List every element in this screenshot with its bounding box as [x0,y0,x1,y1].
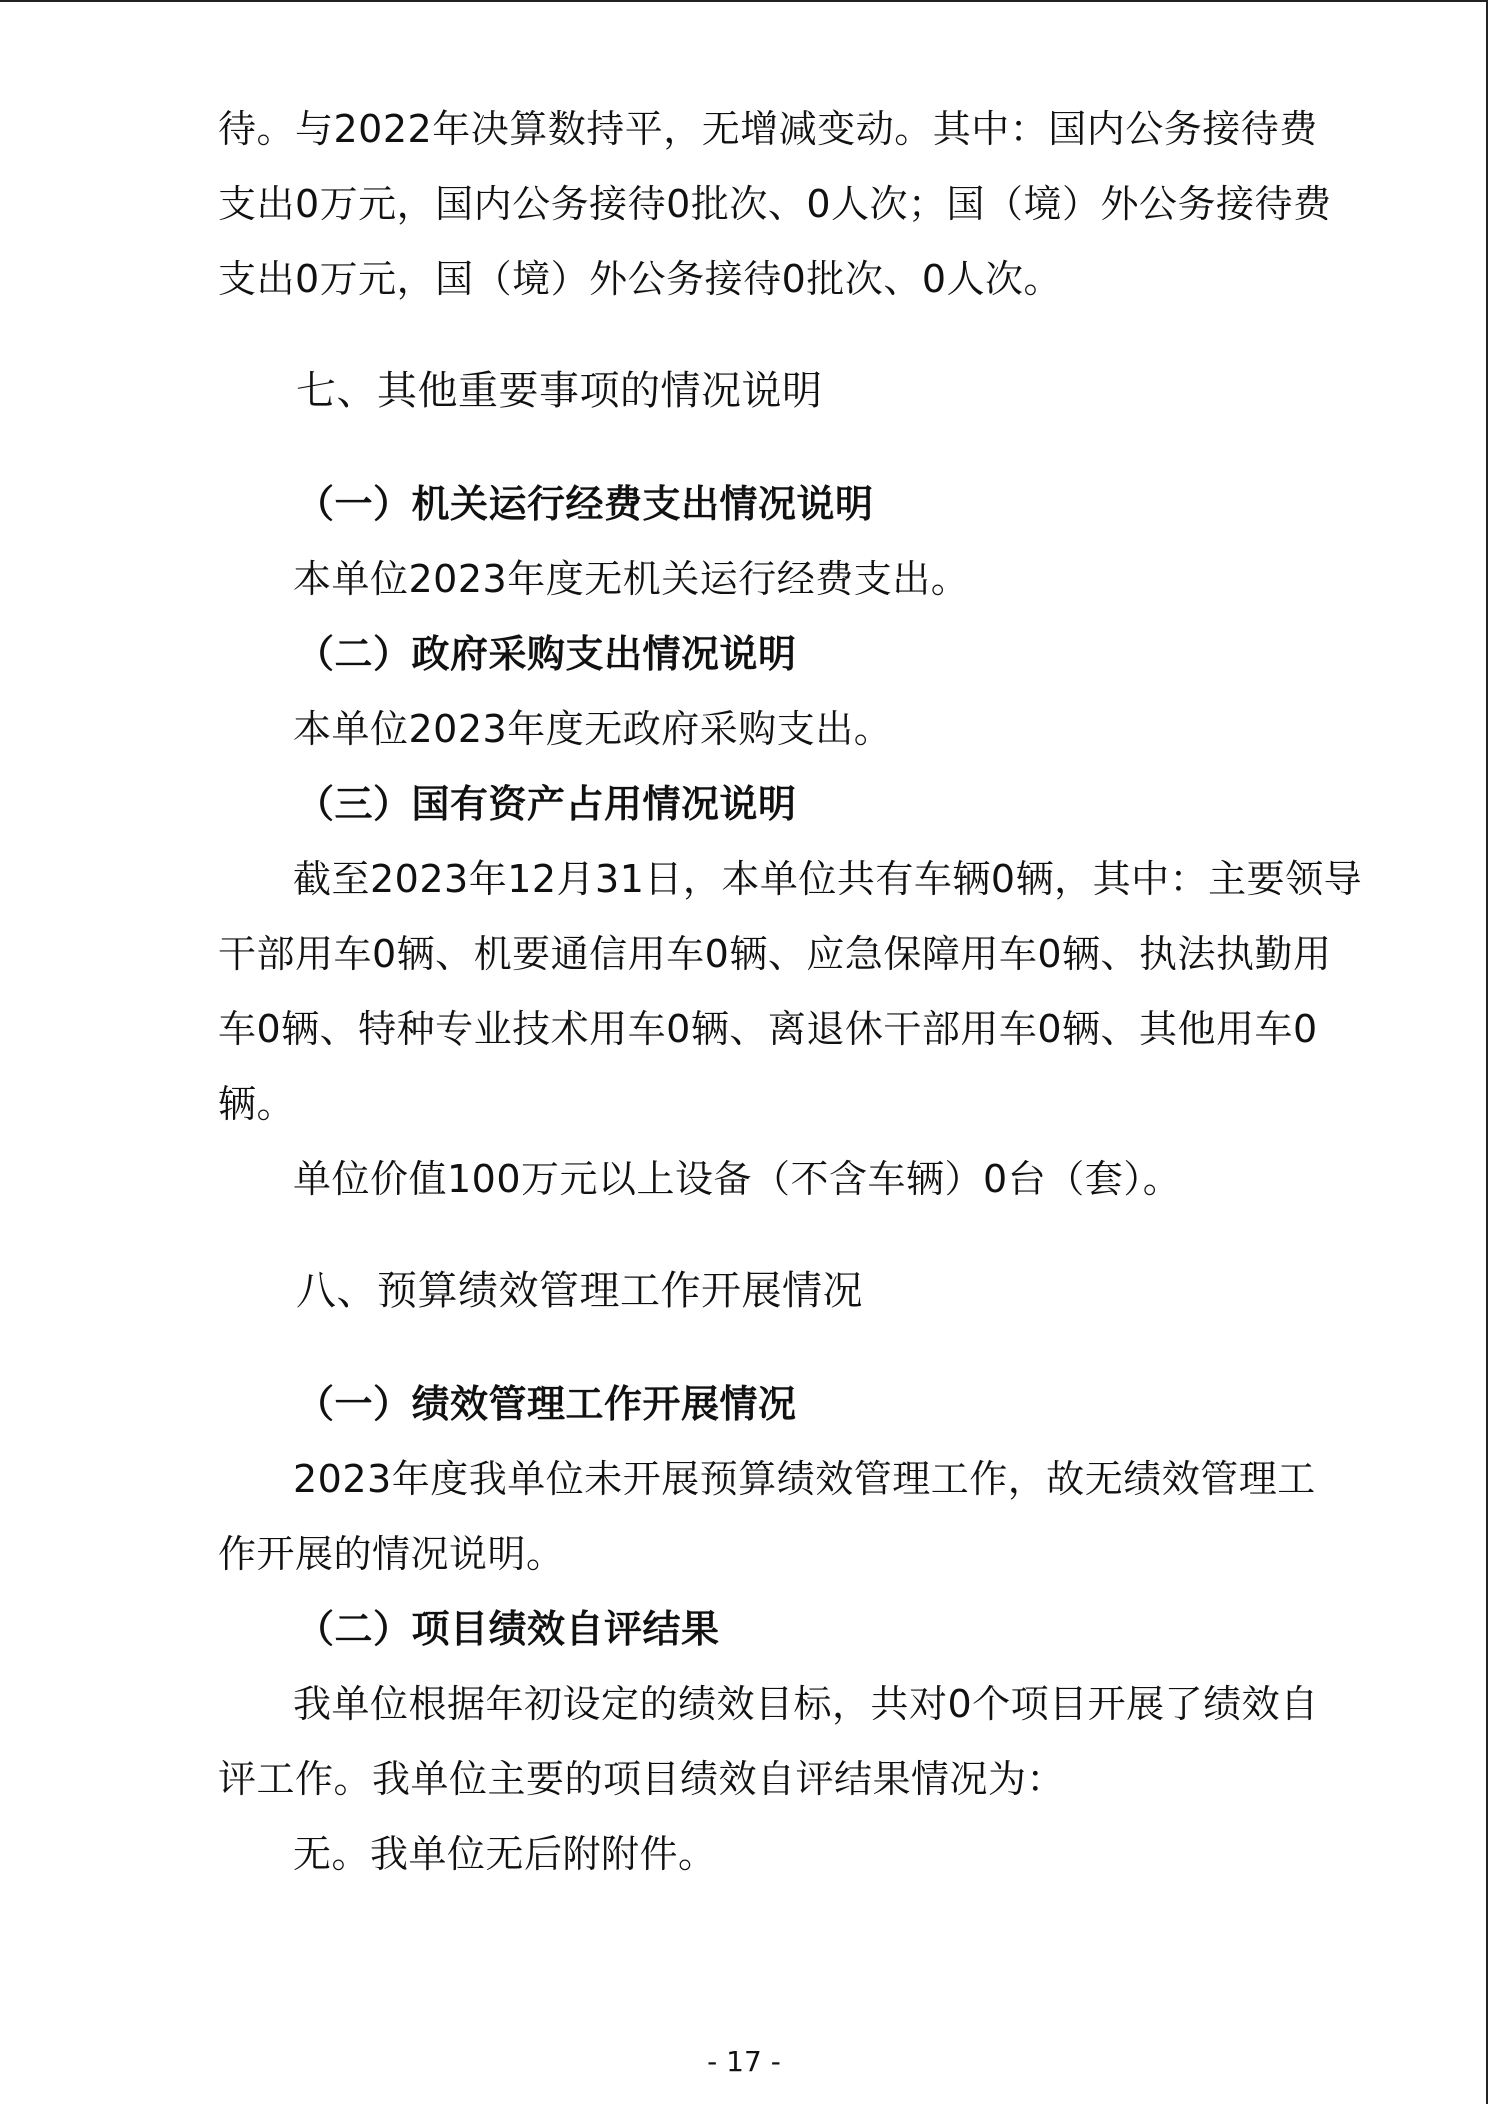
paragraph-line: 无。我单位无后附附件。 [293,1832,717,1876]
paragraph-line: 单位价值100万元以上设备（不含车辆）0台（套）。 [293,1157,1182,1201]
paragraph-line: 待。与2022年决算数持平，无增减变动。其中：国内公务接待费 [218,107,1318,151]
subsection-heading: （一）机关运行经费支出情况说明 [296,482,874,526]
section-heading-7: 七、其他重要事项的情况说明 [296,368,823,414]
paragraph-line: 本单位2023年度无机关运行经费支出。 [293,557,970,601]
paragraph-line: 截至2023年12月31日，本单位共有车辆0辆，其中：主要领导 [293,857,1363,901]
subsection-heading: （一）绩效管理工作开展情况 [296,1382,797,1426]
paragraph-line: 支出0万元，国内公务接待0批次、0人次；国（境）外公务接待费 [218,182,1332,226]
paragraph-line: 辆。 [218,1082,296,1126]
paragraph-line: 支出0万元，国（境）外公务接待0批次、0人次。 [218,257,1063,301]
paragraph-line: 干部用车0辆、机要通信用车0辆、应急保障用车0辆、执法执勤用 [218,932,1332,976]
section-heading-8: 八、预算绩效管理工作开展情况 [296,1268,863,1314]
paragraph-line: 我单位根据年初设定的绩效目标，共对0个项目开展了绩效自 [293,1682,1319,1726]
paragraph-line: 评工作。我单位主要的项目绩效自评结果情况为： [218,1757,1066,1801]
paragraph-line: 2023年度我单位未开展预算绩效管理工作，故无绩效管理工 [293,1457,1316,1501]
paragraph-line: 作开展的情况说明。 [218,1532,565,1576]
subsection-heading: （二）政府采购支出情况说明 [296,632,797,676]
paragraph-line: 本单位2023年度无政府采购支出。 [293,707,893,751]
subsection-heading: （二）项目绩效自评结果 [296,1607,720,1651]
top-border [0,0,1488,2]
paragraph-line: 车0辆、特种专业技术用车0辆、离退休干部用车0辆、其他用车0 [218,1007,1318,1051]
page-number: - 17 - [707,2045,781,2078]
subsection-heading: （三）国有资产占用情况说明 [296,782,797,826]
